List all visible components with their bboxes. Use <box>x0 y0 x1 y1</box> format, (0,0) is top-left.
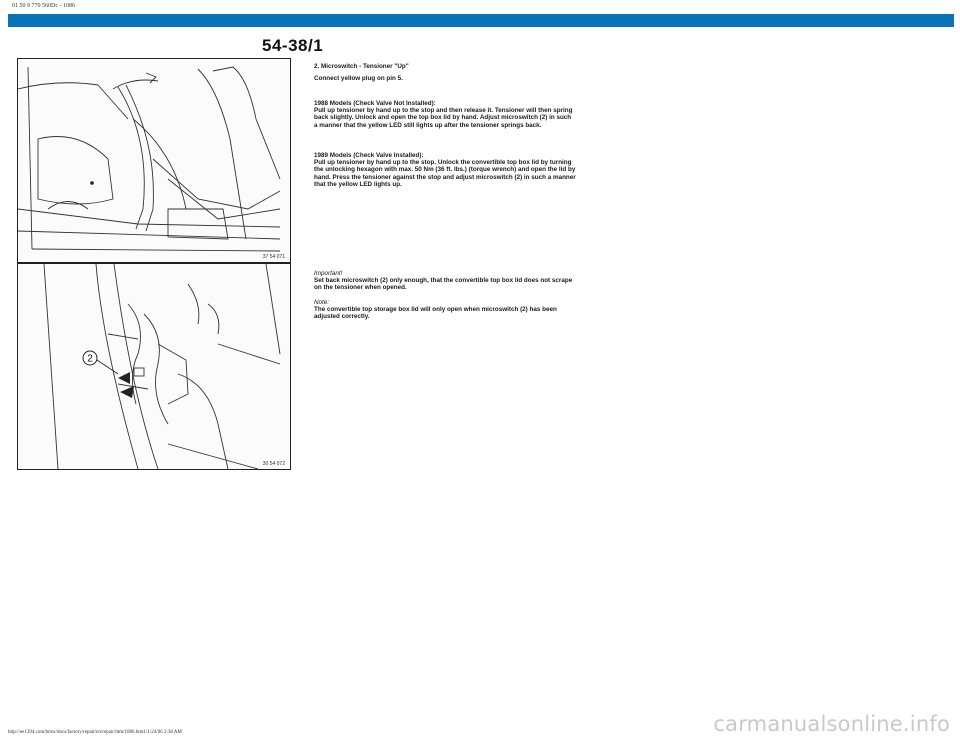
microswitch-detail-drawing <box>18 264 290 469</box>
page-number: 54-38/1 <box>262 36 324 55</box>
figure-tensioner-overview <box>17 58 291 263</box>
important-label: Important! <box>314 270 343 277</box>
footer-url: http://ee1394.com/bmw/docs/factory/repair/en/repair/htm/1086.htm1/1/24/06 2:38 AM <box>8 730 182 735</box>
fastener-dot <box>90 181 94 185</box>
models-1988-title: 1988 Models (Check Valve Not Installed): <box>314 100 436 107</box>
figure-code: 37 54 071 <box>262 254 285 260</box>
note-body: The convertible top storage box lid will only open when microswitch (2) has been adjusted correctly. <box>314 306 557 321</box>
connect-text: Connect yellow plug on pin 5. <box>314 75 403 82</box>
header-banner <box>8 14 954 27</box>
figure-microswitch-detail <box>17 263 291 470</box>
note-label: Note: <box>314 299 330 306</box>
watermark: carmanualsonline.info <box>713 712 950 736</box>
figure-code: 30 54 072 <box>262 461 285 467</box>
callout-label: 2 <box>87 353 93 365</box>
models-1989-section <box>314 152 576 188</box>
tensioner-overview-drawing <box>18 59 290 262</box>
arrow-icon <box>118 372 130 384</box>
step-title: 2. Microswitch - Tensioner "Up" <box>314 63 409 70</box>
arrow-icon <box>120 386 134 398</box>
document-reference: 01 50 9 770 560Dc - 1086 <box>12 3 75 9</box>
connect-instruction <box>314 75 576 82</box>
step-heading <box>314 63 576 70</box>
note-section <box>314 299 576 321</box>
models-1988-section <box>314 100 576 129</box>
models-1988-body: Pull up tensioner by hand up to the stop and then release it. Tensioner will then spring back slightly. Unlock and open the top box lid by hand. Adjust microswitch (2) in such a manner that the yellow LED still lights up after the tensioner springs back. <box>314 107 573 129</box>
important-body: Set back microswitch (2) only enough, that the convertible top box lid does not scrape on the tensioner when opened. <box>314 277 573 292</box>
important-section <box>314 270 576 292</box>
models-1989-title: 1989 Models (Check Valve Installed): <box>314 152 424 159</box>
models-1989-body: Pull up tensioner by hand up to the stop. Unlock the convertible top box lid by turning the unlocking hexagon with max. 50 Nm (36 ft. lbs.) (torque wrench) and open the lid by hand. Press the tensioner against the stop and adjust microswitch (2) in such a manner that the yellow LED lights up. <box>314 159 576 188</box>
